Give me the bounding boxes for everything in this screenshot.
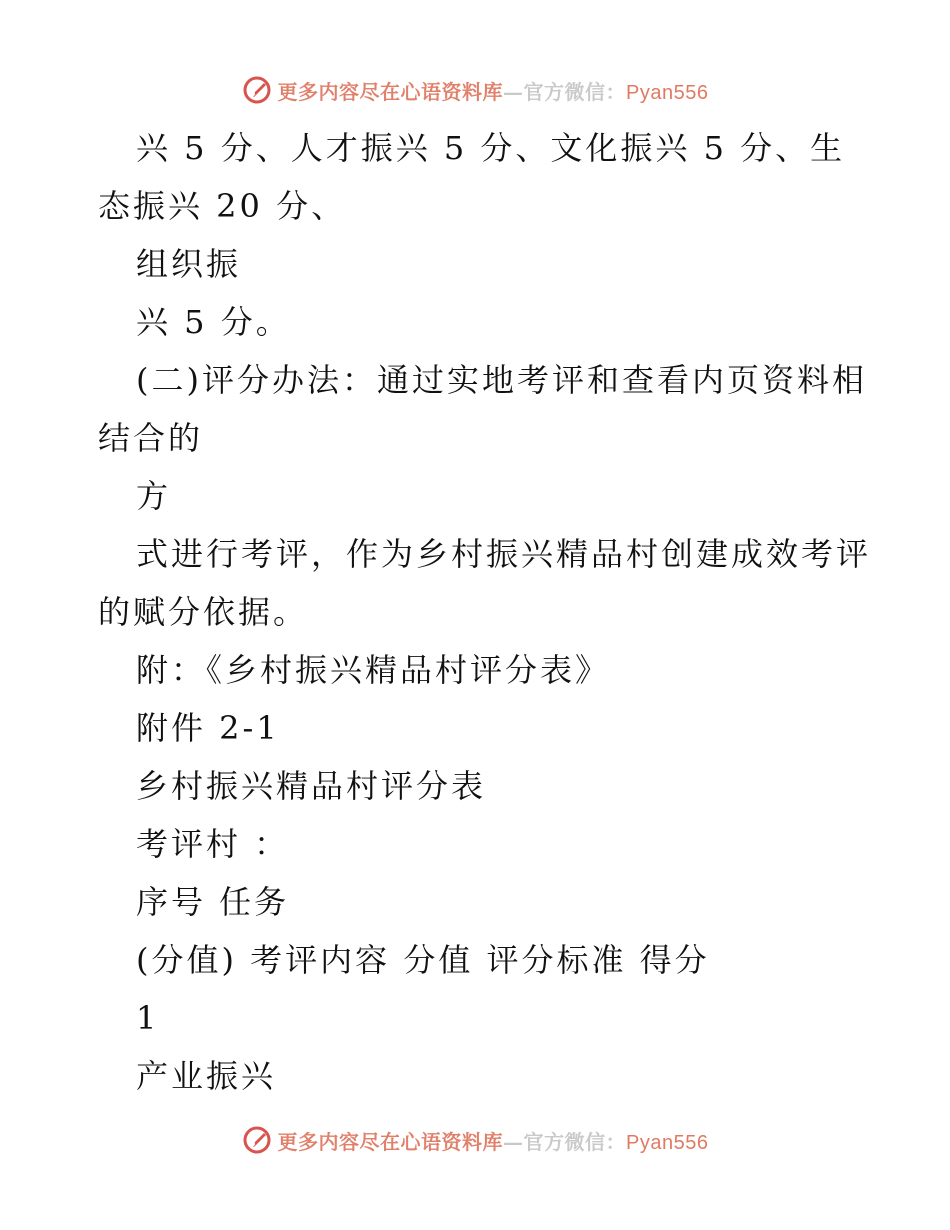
watermark-brand: 更多内容尽在心语资料库 (277, 79, 504, 104)
watermark-label: 官方微信： (523, 79, 627, 104)
body-line: 结合的 (98, 419, 204, 457)
watermark-id: Pyan556 (626, 81, 709, 104)
body-line: (二)评分办法：通过实地考评和查看内页资料相 (136, 361, 867, 399)
body-line: 附：《乡村振兴精品村评分表》 (136, 651, 611, 689)
body-line: 的赋分依据。 (98, 593, 309, 631)
body-line: (分值) 考评内容 分值 评分标准 得分 (136, 941, 710, 979)
watermark-brand: 更多内容尽在心语资料库 (277, 1129, 504, 1154)
body-line: 1 (136, 999, 160, 1037)
body-line: 式进行考评，作为乡村振兴精品村创建成效考评 (136, 535, 872, 573)
watermark-logo-icon (242, 75, 272, 105)
watermark-label: 官方微信： (523, 1129, 627, 1154)
body-line: 兴 5 分。 (136, 303, 291, 341)
body-line: 产业振兴 (136, 1057, 277, 1095)
body-line: 兴 5 分、人才振兴 5 分、文化振兴 5 分、生 (136, 129, 846, 167)
body-line: 附件 2-1 (136, 709, 280, 747)
watermark-logo-icon (242, 1125, 272, 1155)
watermark-footer (0, 1120, 950, 1160)
body-line: 序号 任务 (136, 883, 290, 921)
watermark-id: Pyan556 (626, 1131, 709, 1154)
watermark-separator: — (503, 79, 524, 104)
watermark-header (0, 70, 950, 110)
body-line: 乡村振兴精品村评分表 (136, 767, 487, 805)
body-line: 方 (136, 477, 172, 515)
body-line: 组织振 (136, 245, 242, 283)
watermark-separator: — (503, 1129, 524, 1154)
body-line: 考评村 ： (136, 825, 290, 863)
body-line: 态振兴 20 分、 (98, 187, 347, 225)
